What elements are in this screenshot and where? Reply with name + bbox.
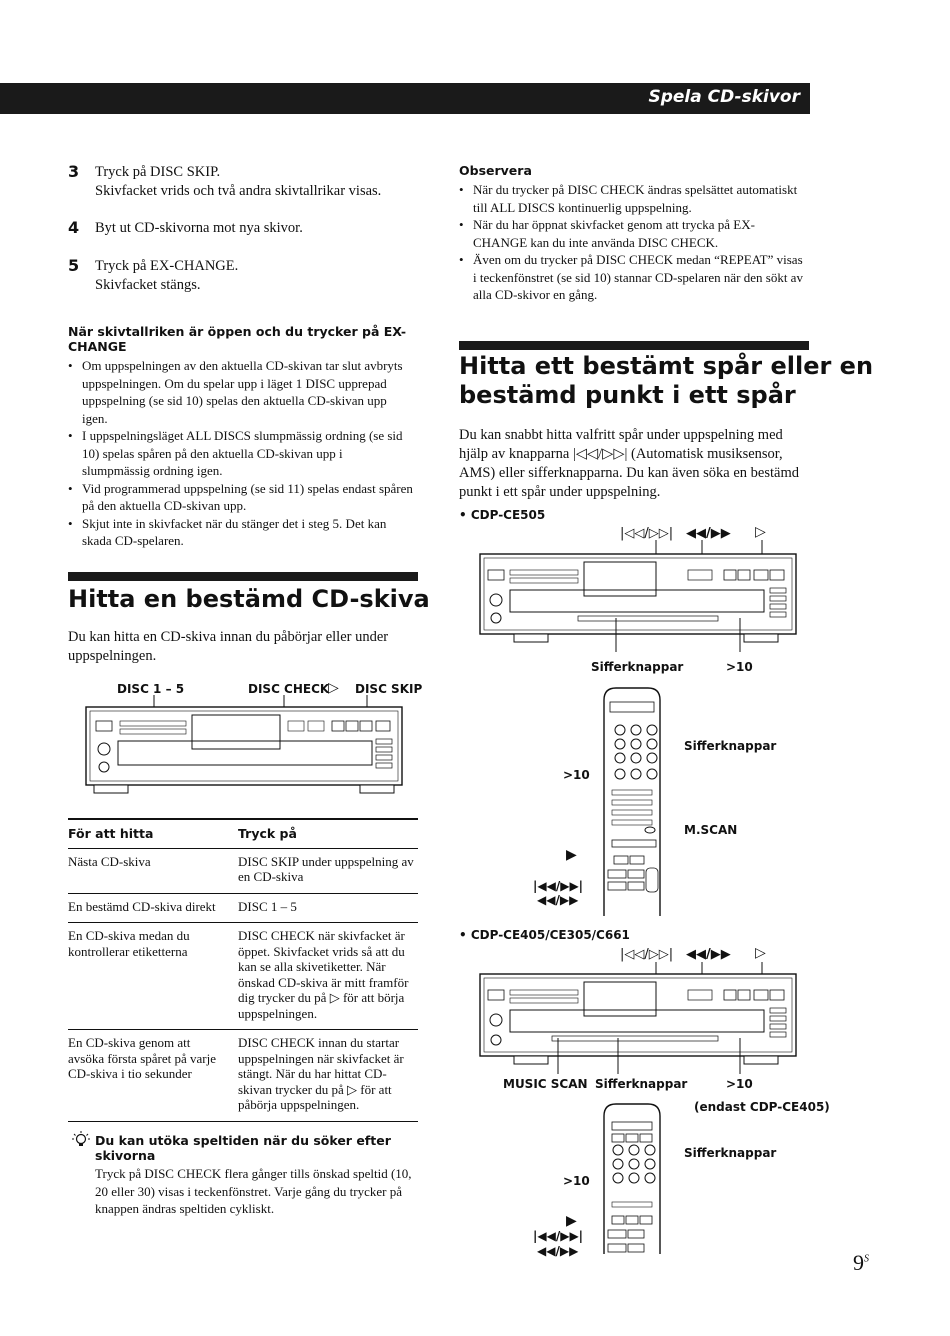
step-line: Skivfacket stängs. <box>95 277 201 293</box>
table-cell: En CD-skiva medan du kontrollerar etiketterna <box>68 923 238 1030</box>
table-cell: DISC CHECK när skivfacket är öppet. Skivfacket vrids så att du kan se alla skivetiketter. När önskad CD-skiva är mitt framför dig trycker du på ▷ för att börja uppspelningen. <box>238 923 418 1030</box>
page-number-value: 9 <box>853 1250 864 1275</box>
label-sifferknappar: Sifferknappar <box>591 660 684 674</box>
section-divider <box>68 572 418 581</box>
label-search: ◀◀/▶▶ <box>686 526 731 541</box>
note-bullet: • Skjut inte in skivfacket när du stänger det i steg 5. Det kan skada CD-spelaren. <box>68 515 413 550</box>
observera-note <box>459 163 804 304</box>
note-bullet: • Vid programmerad uppspelning (se sid 11) spelas endast spåren på den aktuella CD-skivan upp. <box>68 480 413 515</box>
label-music-scan: MUSIC SCAN <box>503 1077 588 1091</box>
section-header-title: Spela CD-skivor <box>648 87 800 107</box>
tip-box <box>95 1133 415 1218</box>
section-track-intro: Du kan snabbt hitta valfritt spår under uppspelning med hjälp av knapparna |◁◁/▷▷| (Automatisk musiksensor, AMS) eller sifferknapparna. Du kan även söka en bestämd punkt i ett spår under uppspelning. <box>459 427 799 500</box>
exchange-note <box>68 324 413 550</box>
table-header: För att hitta <box>68 819 238 848</box>
note-bullet: • När du trycker på DISC CHECK ändras spelsättet automatiskt till ALL DISCS kontinuerlig uppspelning. <box>459 181 804 216</box>
exchange-note-title: När skivtallriken är öppen och du trycker på EX-CHANGE <box>68 324 407 354</box>
table-row <box>68 1030 418 1122</box>
step-number: 5 <box>68 256 80 275</box>
label-sifferknappar: Sifferknappar <box>684 1146 777 1160</box>
table-cell: DISC CHECK innan du startar uppspelningen när skivfacket är stängt. När du har hittat CD-skivan trycker du på ▷ för att påbörja uppspelningen. <box>238 1030 418 1122</box>
label-gt10: >10 <box>726 1077 753 1091</box>
label-ams: |◁◁/▷▷| <box>620 947 674 962</box>
table-header: Tryck på <box>238 819 418 848</box>
tip-lightbulb-icon <box>72 1131 90 1149</box>
section-title-line: Hitta ett bestämt spår eller en <box>459 352 874 380</box>
model-label-ce505: • CDP-CE505 <box>459 508 546 522</box>
find-disc-table <box>68 818 418 1122</box>
label-sifferknappar: Sifferknappar <box>684 739 777 753</box>
label-remote-search: ◀◀/▶▶ <box>537 893 579 907</box>
section-header-bar <box>0 83 810 114</box>
note-bullet: • Om uppspelningen av den aktuella CD-skivan tar slut avbryts uppspelningen. Om du spelar upp i läget 1 DISC upprepad uppspelning (se sid 10) spelas den aktuella CD-skivan upp igen. <box>68 357 413 427</box>
table-cell: Nästa CD-skiva <box>68 848 238 893</box>
step-line: Byt ut CD-skivorna mot nya skivor. <box>95 220 303 236</box>
step-3 <box>68 162 418 214</box>
step-number: 3 <box>68 162 80 181</box>
step-number: 4 <box>68 218 80 237</box>
label-play-symbol: ▷ <box>755 945 766 961</box>
label-remote-ams: |◀◀/▶▶| <box>533 879 584 893</box>
label-disc-skip: DISC SKIP <box>355 682 423 696</box>
model-label-ce405: • CDP-CE405/CE305/C661 <box>459 928 630 942</box>
table-cell: DISC 1 – 5 <box>238 893 418 923</box>
section-title-line: bestämd punkt i ett spår <box>459 381 796 409</box>
cd-player-illustration <box>478 962 798 1074</box>
steps-list <box>68 162 418 296</box>
label-play-symbol: ▷ <box>328 680 339 696</box>
label-ams: |◁◁/▷▷| <box>620 526 674 541</box>
label-search: ◀◀/▶▶ <box>686 947 731 962</box>
note-bullet: • Även om du trycker på DISC CHECK medan “REPEAT” visas i teckenfönstret (se sid 10) stannar CD-spelaren när den sökt av alla CD-skivor en gång. <box>459 251 804 304</box>
tip-title: Du kan utöka speltiden när du söker efter skivorna <box>95 1133 391 1163</box>
label-mscan: M.SCAN <box>684 823 738 837</box>
label-gt10: >10 <box>726 660 753 674</box>
cd-player-illustration <box>478 540 798 652</box>
table-row <box>68 923 418 1030</box>
label-gt10: >10 <box>563 768 590 782</box>
label-remote-play: ▶ <box>566 1213 577 1229</box>
remote-control-illustration <box>600 1102 664 1254</box>
table-row <box>68 893 418 923</box>
step-5 <box>68 256 418 296</box>
section-title-track <box>459 352 873 410</box>
label-remote-ams: |◀◀/▶▶| <box>533 1229 584 1243</box>
label-play-symbol: ▷ <box>755 524 766 540</box>
table-row <box>68 848 418 893</box>
label-gt10: >10 <box>563 1174 590 1188</box>
remote-control-illustration <box>600 686 664 916</box>
section-disc-intro: Du kan hitta en CD-skiva innan du påbörjar eller under uppspelningen. <box>68 629 389 664</box>
label-disc-check: DISC CHECK <box>248 682 330 696</box>
label-endast-ce405: (endast CDP-CE405) <box>694 1100 830 1114</box>
page-number-suffix: S <box>864 1253 869 1265</box>
section-title-disc: Hitta en bestämd CD-skiva <box>68 585 430 613</box>
cd-player-illustration <box>84 695 404 797</box>
step-line: Tryck på DISC SKIP. <box>95 164 221 180</box>
label-sifferknappar: Sifferknappar <box>595 1077 688 1091</box>
label-remote-play: ▶ <box>566 847 577 863</box>
tip-text: Tryck på DISC CHECK flera gånger tills önskad speltid (10, 20 eller 30) visas i teckenfönstret. Varje gång du trycker på knappen ändras speltiden cykliskt. <box>95 1166 412 1216</box>
step-line: Skivfacket vrids och två andra skivtallrikar visas. <box>95 183 382 199</box>
step-4 <box>68 218 418 256</box>
table-cell: DISC SKIP under uppspelning av en CD-skiva <box>238 848 418 893</box>
label-disc-1-5: DISC 1 – 5 <box>117 682 185 696</box>
section-divider <box>459 341 809 350</box>
observera-title: Observera <box>459 163 532 178</box>
label-remote-search: ◀◀/▶▶ <box>537 1244 579 1258</box>
table-cell: En CD-skiva genom att avsöka första spåret på varje CD-skiva i tio sekunder <box>68 1030 238 1122</box>
note-bullet: • När du har öppnat skivfacket genom att trycka på EX-CHANGE kan du inte använda DISC CHECK. <box>459 216 804 251</box>
table-cell: En bestämd CD-skiva direkt <box>68 893 238 923</box>
step-line: Tryck på EX-CHANGE. <box>95 258 239 274</box>
page-number <box>853 1250 869 1276</box>
note-bullet: • I uppspelningsläget ALL DISCS slumpmässig ordning (se sid 10) spelas spåren på den aktuella CD-skivan upp i slumpmässig ordning igen. <box>68 427 413 480</box>
